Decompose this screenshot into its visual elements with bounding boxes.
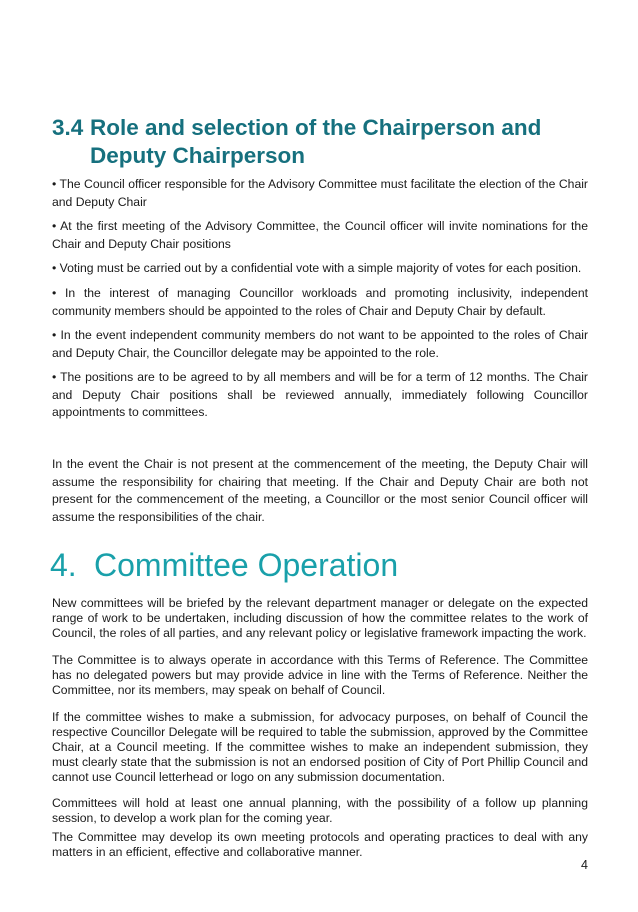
section-title: Role and selection of the Chairperson and Deputy Chairperson xyxy=(90,115,542,168)
bullet-item: • In the interest of managing Councillor workloads and promoting inclusivity, independent community members should be appointed to the roles of Chair and Deputy Chair by default. xyxy=(52,286,588,318)
paragraph: The Committee may develop its own meeting protocols and operating practices to deal with any matters in an efficient, effective and collaborative manner. xyxy=(52,830,588,859)
page-number: 4 xyxy=(581,858,588,872)
section-title: Committee Operation xyxy=(94,547,399,583)
section-number: 4. xyxy=(50,547,77,583)
bullet-item: • At the first meeting of the Advisory Committee, the Council officer will invite nominations for the Chair and Deputy Chair positions xyxy=(52,219,588,251)
paragraph: If the committee wishes to make a submission, for advocacy purposes, on behalf of Council the respective Councillor Delegate will be required to table the submission, approved by the Committee Chair, at a Council meeting. If the committee wishes to make an independent submission, they must clearly state that the submission is not an endorsed position of City of Port Phillip Council and cannot use Council letterhead or logo on any submission documentation. xyxy=(52,710,588,784)
section-4-heading xyxy=(50,545,398,585)
bullet-item: • The positions are to be agreed to by all members and will be for a term of 12 months. The Chair and Deputy Chair positions shall be reviewed annually, immediately following Councillor appointments to committees. xyxy=(52,370,588,419)
bullet-item: • In the event independent community members do not want to be appointed to the roles of Chair and Deputy Chair, the Councillor delegate may be appointed to the role. xyxy=(52,328,588,360)
chair-absence-paragraph: In the event the Chair is not present at the commencement of the meeting, the Deputy Chair will assume the responsibility for chairing that meeting. If the Chair and Deputy Chair are both not present for the commencement of the meeting, a Councillor or the most senior Council officer will assume the responsibilities of the chair. xyxy=(52,457,588,524)
paragraph: The Committee is to always operate in accordance with this Terms of Reference. The Committee has no delegated powers but may provide advice in line with the Terms of Reference. Neither the Committee, nor its members, may speak on behalf of Council. xyxy=(52,653,588,697)
paragraph: Committees will hold at least one annual planning, with the possibility of a follow up planning session, to develop a work plan for the coming year. xyxy=(52,796,588,825)
bullet-item: • The Council officer responsible for the Advisory Committee must facilitate the election of the Chair and Deputy Chair xyxy=(52,177,588,209)
bullet-item: • Voting must be carried out by a confidential vote with a simple majority of votes for each position. xyxy=(52,261,582,275)
section-number: 3.4 xyxy=(52,115,84,140)
paragraph: New committees will be briefed by the relevant department manager or delegate on the expected range of work to be undertaken, including discussion of how the committee relates to the work of Council, the roles of all parties, and any relevant policy or legislative framework impacting the work. xyxy=(52,596,588,640)
